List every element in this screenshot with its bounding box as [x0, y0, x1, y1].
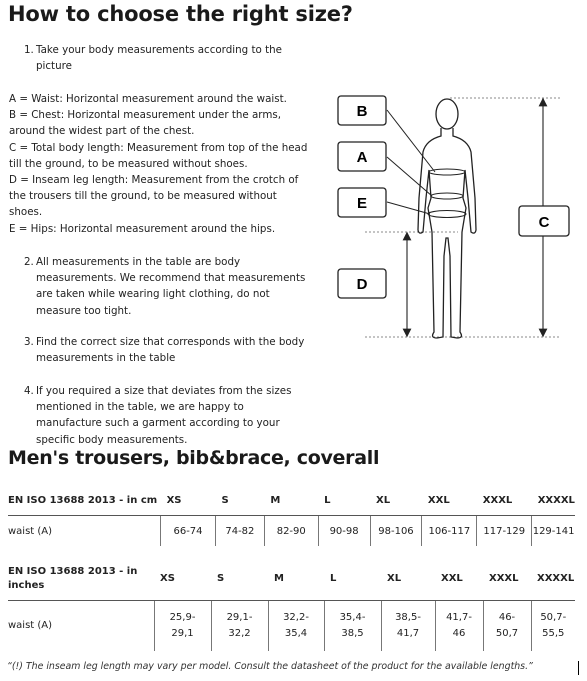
step-number: 1. — [24, 44, 34, 56]
size-header: XL — [370, 486, 422, 516]
step-4 — [24, 383, 324, 448]
table-cell — [211, 601, 268, 652]
step-line: manufacture such a garment according to your — [36, 417, 280, 430]
cell-line: 32,2- — [283, 612, 309, 623]
step-line: Take your body measurements according to the — [36, 44, 282, 56]
footnote: “(!) The inseam leg length may vary per model. Consult the datasheet of the product for the available lengths.” — [7, 661, 533, 672]
size-header: XXL — [422, 486, 477, 516]
size-header: XXXXL — [532, 486, 575, 516]
table-cell: 90-98 — [318, 516, 370, 547]
cell-line: 46 — [452, 628, 466, 639]
size-header: XL — [381, 556, 435, 601]
leader-e — [387, 202, 430, 214]
table-header-label — [8, 556, 154, 601]
cell-line: 35,4 — [284, 628, 308, 639]
row-label: waist (A) — [8, 620, 53, 631]
body-measurement-figure — [330, 80, 587, 350]
cell-line: 29,1 — [171, 628, 194, 639]
row-label: waist (A) — [8, 525, 53, 537]
size-header: L — [318, 486, 370, 516]
table-cell: 129-141 — [532, 516, 575, 547]
cell-line: 55,5 — [542, 628, 565, 639]
leader-a — [387, 157, 432, 196]
size-table-inches — [8, 556, 575, 651]
table-row — [8, 601, 575, 652]
step-line: If you required a size that deviates from the sizes — [36, 385, 292, 397]
step-2 — [24, 254, 324, 319]
size-header: XS — [154, 556, 211, 601]
step-line: measurements. We recommend that measurements — [36, 272, 306, 285]
label-a: A — [356, 149, 368, 166]
measurement-definitions — [9, 91, 308, 237]
table-cell: 98-106 — [370, 516, 422, 547]
definition-line: around the widest part of the chest. — [9, 125, 195, 138]
cell-line: 25,9- — [169, 612, 196, 623]
step-line: Find the correct size that corresponds with the body — [36, 336, 305, 348]
step-line: measurements in the table — [36, 352, 176, 365]
table-header-row — [8, 556, 575, 601]
size-header: XXXXL — [531, 556, 575, 601]
definition-line: the trousers till the ground, to be measured without — [9, 190, 277, 203]
table-cell — [531, 601, 575, 652]
definition-line: A = Waist: Horizontal measurement around the waist. — [9, 93, 287, 105]
label-b: B — [356, 103, 368, 120]
step-line: picture — [36, 60, 72, 73]
definition-line: C = Total body length: Measurement from top of the head — [9, 141, 308, 154]
step-line: mentioned in the table, we are happy to — [36, 401, 244, 414]
table-cell — [324, 601, 381, 652]
table-cell — [483, 601, 531, 652]
step-line: specific body measurements. — [36, 433, 188, 446]
step-number: 4. — [24, 385, 34, 397]
hip-ring — [428, 211, 466, 218]
step-line: measure too tight. — [36, 304, 132, 317]
cell-line: 41,7- — [446, 612, 472, 623]
table-cell — [435, 601, 483, 652]
cell-line: 41,7 — [396, 628, 420, 639]
size-header: XXL — [435, 556, 483, 601]
table-cell: 82-90 — [264, 516, 318, 547]
size-table-cm — [8, 486, 575, 546]
text-cursor — [578, 661, 579, 675]
body-silhouette — [418, 99, 476, 338]
table-header-row — [8, 486, 575, 516]
definition-line: B = Chest: Horizontal measurement under the arms, — [9, 109, 282, 122]
cell-line: 38,5 — [341, 628, 364, 639]
table-cell — [268, 601, 324, 652]
cell-line: 29,1- — [226, 612, 253, 623]
label-d: D — [356, 276, 368, 293]
page-title: How to choose the right size? — [8, 2, 353, 26]
size-header: M — [264, 486, 318, 516]
definition-line: E = Hips: Horizontal measurement around the hips. — [9, 222, 276, 235]
size-header: XXXL — [483, 556, 531, 601]
cell-line: 38,5- — [395, 612, 421, 623]
size-header: XS — [161, 486, 216, 516]
step-line: All measurements in the table are body — [36, 256, 241, 268]
size-header: XXXL — [477, 486, 532, 516]
size-header: M — [268, 556, 324, 601]
table-cell: 117-129 — [477, 516, 532, 547]
size-header: S — [211, 556, 268, 601]
table-cell: 66-74 — [161, 516, 216, 547]
label-c: C — [538, 214, 550, 231]
step-number: 3. — [24, 336, 34, 348]
label-e: E — [356, 195, 368, 212]
step-line: are taken while wearing light clothing, do not — [36, 288, 270, 301]
table-cell: 106-117 — [422, 516, 477, 547]
definition-line: till the ground, to be measured without shoes. — [9, 157, 248, 170]
section-title: Men's trousers, bib&brace, coverall — [8, 447, 380, 469]
step-number: 2. — [24, 256, 34, 268]
cell-line: 50,7 — [495, 628, 519, 639]
table-cell — [154, 601, 211, 652]
table-cell: 74-82 — [215, 516, 264, 547]
definition-line: D = Inseam leg length: Measurement from the crotch of — [9, 174, 299, 187]
table-header-label: EN ISO 13688 2013 - in cm — [8, 486, 161, 516]
step-1 — [24, 42, 324, 74]
table-row — [8, 516, 575, 547]
size-header: S — [215, 486, 264, 516]
header-line: EN ISO 13688 2013 - in — [8, 565, 138, 577]
cell-line: 50,7- — [540, 612, 567, 623]
cell-line: 46- — [498, 612, 516, 623]
cell-line: 35,4- — [339, 612, 366, 623]
step-3 — [24, 334, 324, 366]
table-cell — [381, 601, 435, 652]
waist-ring — [431, 193, 463, 199]
size-header: L — [324, 556, 381, 601]
header-line: inches — [8, 579, 45, 591]
cell-line: 32,2 — [228, 628, 251, 639]
definition-line: shoes. — [9, 206, 43, 219]
